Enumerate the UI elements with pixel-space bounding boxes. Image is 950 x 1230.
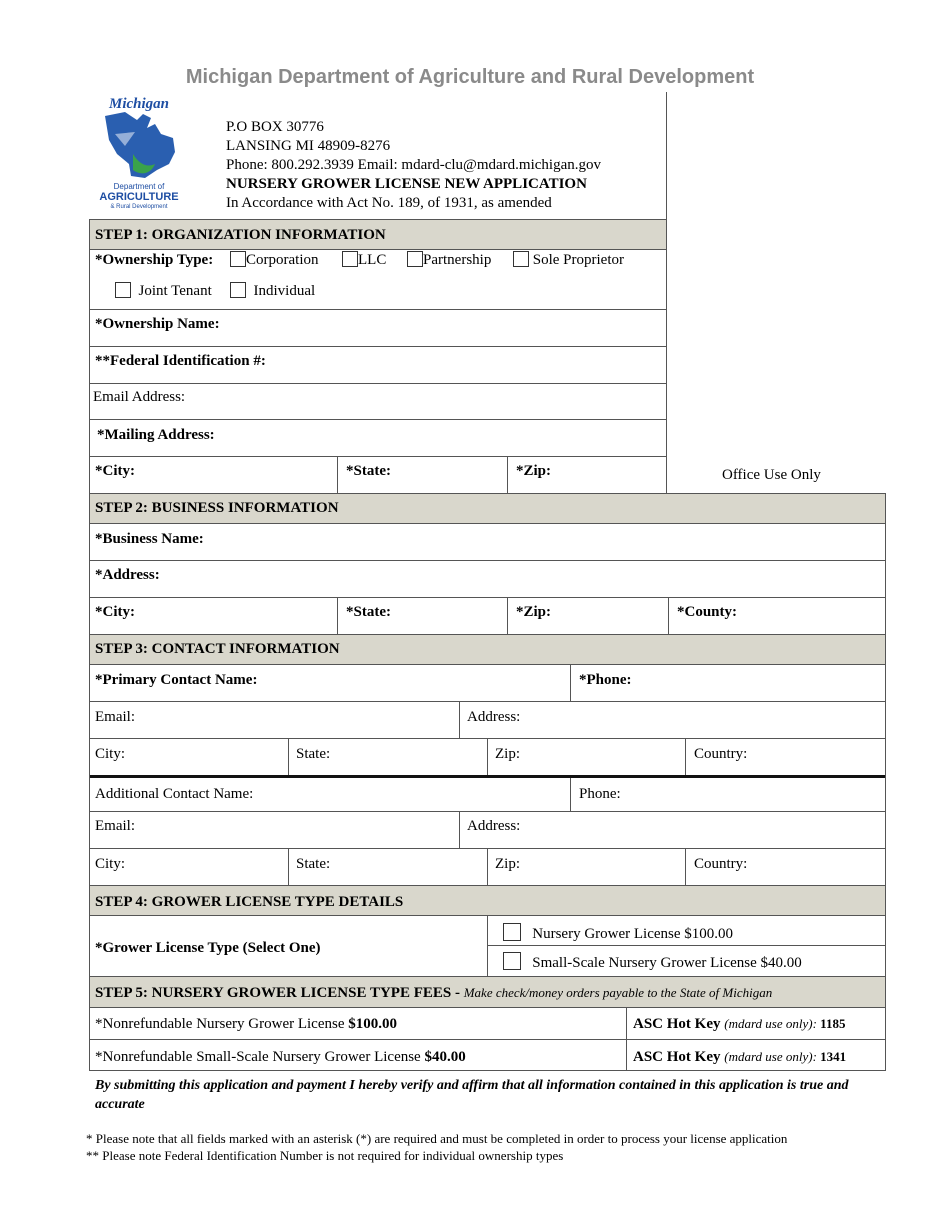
- small-scale-checkbox[interactable]: [503, 952, 521, 970]
- mailing-address-field[interactable]: *Mailing Address:: [97, 427, 215, 443]
- rule: [459, 701, 460, 738]
- primary-phone-field[interactable]: *Phone:: [579, 672, 632, 688]
- step2-heading: STEP 2: BUSINESS INFORMATION: [95, 500, 339, 516]
- additional-contact-field[interactable]: Additional Contact Name:: [95, 786, 254, 802]
- fee1-label: *Nonrefundable Nursery Grower License: [95, 1016, 349, 1032]
- rule: [89, 597, 886, 598]
- business-name-field[interactable]: *Business Name:: [95, 531, 204, 547]
- additional-address-field[interactable]: Address:: [467, 818, 521, 834]
- form-title: NURSERY GROWER LICENSE NEW APPLICATION: [226, 176, 587, 192]
- rule: [89, 701, 886, 702]
- corporation-checkbox[interactable]: [230, 251, 246, 267]
- rule: [89, 634, 886, 635]
- rule: [89, 309, 667, 310]
- step1-city-field[interactable]: *City:: [95, 463, 135, 479]
- rule: [685, 848, 686, 885]
- rule: [89, 1007, 886, 1008]
- hotkey-value: 1185: [820, 1016, 846, 1031]
- primary-state-field[interactable]: State:: [296, 746, 331, 762]
- rule: [459, 811, 460, 848]
- nursery-grower-label: Nursery Grower License $100.00: [532, 926, 734, 942]
- logo-rural-text: & Rural Development: [110, 204, 168, 210]
- step2-state-field[interactable]: *State:: [346, 604, 391, 620]
- rule: [507, 597, 508, 634]
- individual-label: Individual: [253, 283, 316, 299]
- act-line: In Accordance with Act No. 189, of 1931, as amended: [226, 195, 552, 211]
- fee2-label: *Nonrefundable Small-Scale Nursery Grower License: [95, 1049, 425, 1065]
- hotkey-label: ASC Hot Key: [633, 1049, 725, 1065]
- option-partnership[interactable]: [407, 251, 491, 269]
- rule: [89, 560, 886, 561]
- joint-tenant-checkbox[interactable]: [115, 282, 131, 298]
- additional-city-field[interactable]: City:: [95, 856, 126, 872]
- step2-city-field[interactable]: *City:: [95, 604, 135, 620]
- additional-country-field[interactable]: Country:: [694, 856, 748, 872]
- rule: [487, 738, 488, 776]
- rule: [570, 664, 571, 701]
- option-individual[interactable]: [230, 282, 315, 300]
- rule: [89, 493, 886, 494]
- step2-zip-field[interactable]: *Zip:: [516, 604, 552, 620]
- llc-checkbox[interactable]: [342, 251, 358, 267]
- rule: [288, 738, 289, 776]
- rule: [89, 811, 886, 812]
- corporation-label: Corporation: [246, 252, 319, 268]
- rule: [89, 1070, 886, 1071]
- required-note: * Please note that all fields marked with an asterisk (*) are required and must be completed in order to process your license application: [86, 1131, 788, 1146]
- rule: [685, 738, 686, 776]
- org-title: Michigan Department of Agriculture and Rural Development: [185, 66, 755, 88]
- rule: [89, 419, 667, 420]
- fee-row-small-scale: [95, 1048, 466, 1066]
- option-joint-tenant[interactable]: [115, 282, 212, 300]
- step3-heading: STEP 3: CONTACT INFORMATION: [95, 641, 340, 657]
- hotkey-note: (mdard use only):: [724, 1049, 821, 1064]
- rule: [89, 885, 886, 886]
- office-use-label: Office Use Only: [722, 467, 821, 483]
- fee2-amount: $40.00: [424, 1049, 466, 1065]
- business-address-field[interactable]: *Address:: [95, 567, 160, 583]
- logo-michigan-text: Michigan: [108, 96, 170, 112]
- step4-heading: STEP 4: GROWER LICENSE TYPE DETAILS: [95, 894, 404, 910]
- primary-email-field[interactable]: Email:: [95, 709, 135, 725]
- rule: [89, 219, 667, 220]
- step5-heading-text: STEP 5: NURSERY GROWER LICENSE TYPE FEES -: [95, 985, 464, 1001]
- ownership-type-label: *Ownership Type:: [95, 252, 214, 268]
- partnership-label: Partnership: [423, 252, 492, 268]
- step1-state-field[interactable]: *State:: [346, 463, 391, 479]
- fee-row-nursery: [95, 1015, 397, 1033]
- step1-heading: STEP 1: ORGANIZATION INFORMATION: [95, 227, 386, 243]
- step2-county-field[interactable]: *County:: [677, 604, 738, 620]
- ownership-name-field[interactable]: *Ownership Name:: [95, 316, 220, 332]
- sole-proprietor-checkbox[interactable]: [513, 251, 529, 267]
- llc-label: LLC: [358, 252, 387, 268]
- rule: [507, 456, 508, 493]
- primary-zip-field[interactable]: Zip:: [495, 746, 520, 762]
- nursery-grower-checkbox[interactable]: [503, 923, 521, 941]
- table-right-border: [885, 493, 886, 1071]
- office-use-divider: [666, 92, 667, 494]
- contact-separator: [89, 775, 886, 778]
- option-corporation[interactable]: [230, 251, 319, 269]
- rule: [487, 945, 886, 946]
- rule: [337, 597, 338, 634]
- hotkey-note: (mdard use only):: [724, 1016, 821, 1031]
- rule: [89, 664, 886, 665]
- step5-heading: [95, 984, 772, 1002]
- option-sole-proprietor[interactable]: [513, 251, 624, 269]
- additional-zip-field[interactable]: Zip:: [495, 856, 520, 872]
- phone-email: Phone: 800.292.3939 Email: mdard-clu@mdard.michigan.gov: [226, 157, 601, 173]
- rule: [89, 976, 886, 977]
- city-line: LANSING MI 48909-8276: [226, 138, 391, 154]
- mdard-logo: [95, 94, 183, 210]
- federal-id-field[interactable]: **Federal Identification #:: [95, 353, 266, 369]
- step5-heading-note: Make check/money orders payable to the State of Michigan: [463, 985, 773, 1000]
- rule: [668, 597, 669, 634]
- joint-tenant-label: Joint Tenant: [138, 283, 212, 299]
- primary-contact-field[interactable]: *Primary Contact Name:: [95, 672, 258, 688]
- additional-state-field[interactable]: State:: [296, 856, 331, 872]
- rule: [89, 523, 886, 524]
- affirmation-text: By submitting this application and payment I hereby verify and affirm that all information contained in this application is true and accurate: [95, 1078, 849, 1112]
- option-small-scale[interactable]: [503, 952, 802, 972]
- option-llc[interactable]: [342, 251, 386, 269]
- email-address-field[interactable]: Email Address:: [93, 389, 186, 405]
- fee1-amount: $100.00: [348, 1016, 397, 1032]
- option-nursery-grower[interactable]: [503, 923, 733, 943]
- hotkey-row-2: [633, 1048, 846, 1066]
- rule: [89, 456, 667, 457]
- primary-country-field[interactable]: Country:: [694, 746, 748, 762]
- license-type-label: *Grower License Type (Select One): [95, 940, 321, 956]
- sole-proprietor-label: Sole Proprietor: [532, 252, 624, 268]
- po-box: P.O BOX 30776: [226, 119, 324, 135]
- step1-zip-field[interactable]: *Zip:: [516, 463, 552, 479]
- primary-address-field[interactable]: Address:: [467, 709, 521, 725]
- individual-checkbox[interactable]: [230, 282, 246, 298]
- primary-city-field[interactable]: City:: [95, 746, 126, 762]
- rule: [337, 456, 338, 493]
- small-scale-label: Small-Scale Nursery Grower License $40.00: [532, 955, 802, 971]
- logo-agriculture-text: AGRICULTURE: [99, 191, 179, 203]
- table-left-border: [89, 219, 90, 1071]
- rule: [288, 848, 289, 885]
- federal-id-note: ** Please note Federal Identification Number is not required for individual ownership types: [86, 1148, 564, 1163]
- hotkey-row-1: [633, 1015, 845, 1033]
- rule: [487, 848, 488, 885]
- hotkey-value: 1341: [820, 1049, 847, 1064]
- partnership-checkbox[interactable]: [407, 251, 423, 267]
- rule: [89, 249, 667, 250]
- rule: [89, 1039, 886, 1040]
- additional-email-field[interactable]: Email:: [95, 818, 135, 834]
- logo-department-text: Department of: [113, 182, 165, 191]
- rule: [89, 346, 667, 347]
- rule: [89, 383, 667, 384]
- hotkey-label: ASC Hot Key: [633, 1016, 725, 1032]
- additional-phone-field[interactable]: Phone:: [579, 786, 621, 802]
- rule: [570, 778, 571, 812]
